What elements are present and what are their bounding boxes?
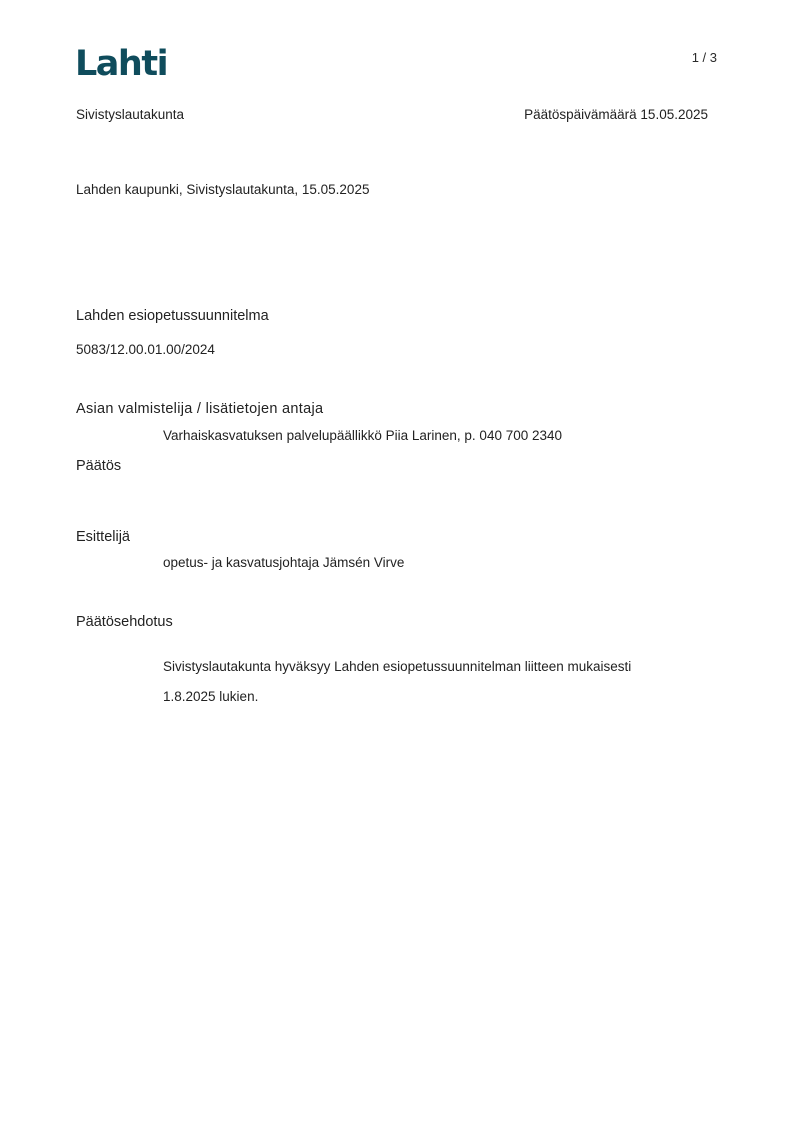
preparer-value: Varhaiskasvatuksen palvelupäällikkö Piia Larinen, p. 040 700 2340 (163, 428, 563, 443)
presenter-value: opetus- ja kasvatusjohtaja Jämsén Virve (163, 555, 405, 570)
decision-date: Päätöspäivämäärä 15.05.2025 (524, 107, 708, 122)
meeting-line: Lahden kaupunki, Sivistyslautakunta, 15.05.2025 (76, 182, 370, 197)
proposal-text-line: 1.8.2025 lukien. (163, 689, 259, 704)
page-number: 1 / 3 (691, 50, 717, 65)
subject-title: Lahden esiopetussuunnitelma (76, 308, 269, 324)
lahti-logo: Lahti (75, 44, 168, 84)
preparer-heading: Asian valmistelija / lisätietojen antaja (76, 401, 324, 417)
committee-name: Sivistyslautakunta (76, 107, 185, 122)
case-number: 5083/12.00.01.00/2024 (76, 342, 215, 357)
proposal-heading: Päätösehdotus (76, 614, 173, 630)
decision-heading: Päätös (76, 458, 122, 474)
presenter-heading: Esittelijä (76, 529, 130, 545)
proposal-text-line: Sivistyslautakunta hyväksyy Lahden esiopetussuunnitelman liitteen mukaisesti (163, 659, 632, 674)
